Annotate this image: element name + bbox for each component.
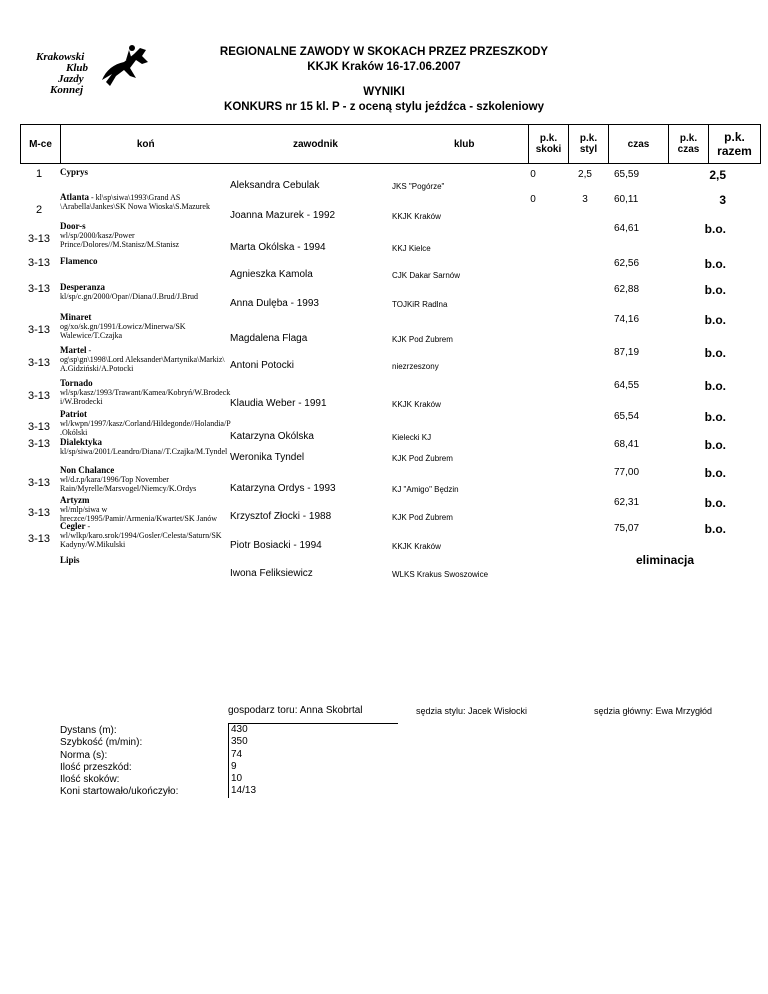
rider-name: Anna Dulęba - 1993: [230, 298, 319, 309]
place: 3-13: [27, 233, 51, 245]
col-pk-skoki: [529, 125, 569, 164]
total-penalty: b.o.: [704, 522, 726, 536]
time-value: 64,61: [614, 223, 640, 234]
skoki-penalty: 0: [530, 169, 536, 180]
club-name: niezrzeszony: [392, 362, 439, 371]
horse-name: Flamenco: [60, 256, 98, 266]
col-mce: M-ce: [21, 125, 61, 164]
results-header: [20, 124, 761, 164]
horse-name: Tornado: [60, 378, 93, 388]
horse-info: og\sp\gn\1998\Lord Aleksander\Martynika\Markiz\: [60, 355, 225, 364]
total-penalty: b.o.: [704, 410, 726, 424]
club-name: KJK Pod Żubrem: [392, 454, 453, 463]
place: 3-13: [27, 283, 51, 295]
horse-name: Atlanta: [60, 192, 89, 202]
col-label-line: p.k.: [579, 133, 598, 144]
horse-name: Cyprys: [60, 167, 89, 177]
time-value: 62,88: [614, 284, 640, 295]
total-penalty: 2,5: [709, 168, 726, 182]
stat-label: Ilość skoków:: [60, 774, 120, 786]
horse-info: .Okólski: [60, 428, 88, 437]
rider-name: Iwona Feliksiewicz: [230, 568, 313, 579]
results-label: WYNIKI: [363, 86, 405, 98]
logo-line: Klub: [66, 62, 89, 74]
place: 1: [35, 168, 43, 180]
event-subtitle: KKJK Kraków 16-17.06.2007: [307, 61, 461, 73]
col-label-line: p.k.: [724, 130, 745, 144]
horse-cell: [60, 193, 245, 211]
horse-cell: [60, 283, 245, 301]
total-penalty: b.o.: [704, 222, 726, 236]
styl-penalty: 2,5: [578, 169, 592, 180]
horse-info: wl/d.r.p/kara/1996/Top November: [60, 475, 169, 484]
horse-name: Desperanza: [60, 282, 105, 292]
time-value: 62,31: [614, 497, 640, 508]
time-value: 75,07: [614, 523, 640, 534]
competition-title: KONKURS nr 15 kl. P - z oceną stylu jeźdźca - szkoleniowy: [224, 101, 544, 113]
place: 3-13: [27, 477, 51, 489]
horse-name: Lipis: [60, 555, 80, 565]
club-name: TOJKiR Radlna: [392, 300, 448, 309]
stat-label: Dystans (m):: [60, 725, 117, 736]
time-value: 60,11: [614, 194, 639, 205]
total-penalty: b.o.: [704, 496, 726, 510]
time-value: 68,41: [614, 439, 640, 450]
time-value: 65,54: [614, 411, 640, 422]
club-name: KKJ Kielce: [392, 244, 431, 253]
time-value: 65,59: [614, 169, 640, 180]
event-title: REGIONALNE ZAWODY W SKOKACH PRZEZ PRZESZKODY: [219, 46, 549, 58]
club-name: KKJK Kraków: [392, 542, 441, 551]
course-stats-labels: [60, 725, 178, 799]
stat-value: 74: [231, 748, 243, 760]
chief-judge: sędzia główny: Ewa Mrzygłód: [594, 706, 713, 716]
skoki-penalty: 0: [530, 194, 536, 205]
stat-label: Szybkość (m/min):: [60, 737, 143, 749]
rider-name: Joanna Mazurek - 1992: [230, 210, 336, 221]
logo-line: Krakowski: [36, 51, 85, 63]
rider-name: Katarzyna Ordys - 1993: [230, 483, 336, 494]
course-stats-values: [228, 723, 398, 798]
horse-info: A.Gidziński/A.Potocki: [60, 364, 134, 373]
col-klub: klub: [401, 125, 529, 164]
col-zawodnik: zawodnik: [231, 125, 401, 164]
horse-info: wl/sp/kasz/1993/Trawant/Kamea/Kobryń/W.Brodeck: [60, 388, 231, 397]
horse-name: Minaret: [60, 312, 92, 322]
logo-line: Konnej: [50, 84, 84, 96]
horse-cell: [60, 257, 245, 266]
club-name: Kielecki KJ: [392, 433, 432, 442]
rider-name: Antoni Potocki: [230, 360, 294, 371]
horse-cell: [60, 313, 245, 340]
horse-cell: [60, 346, 245, 373]
club-name: KKJK Kraków: [392, 400, 441, 409]
logo-line: Jazdy: [58, 73, 84, 85]
time-value: 64,55: [614, 380, 640, 391]
club-name: KJK Pod Żubrem: [392, 335, 453, 344]
time-value: 74,16: [614, 314, 640, 325]
rider-name: Krzysztof Złocki - 1988: [230, 511, 332, 522]
course-designer: gospodarz toru: Anna Skobrtal: [228, 705, 363, 716]
elimination-label: eliminacja: [635, 553, 695, 567]
place: 3-13: [27, 438, 51, 450]
stat-label: Norma (s):: [60, 749, 108, 761]
horse-name: Non Chalance: [60, 465, 115, 475]
col-pk-czas: [669, 125, 709, 164]
horse-info: - kl\sp\siwa\1993\Grand AS: [89, 193, 181, 202]
total-penalty: b.o.: [704, 313, 726, 327]
col-label-line: styl: [579, 144, 598, 155]
club-name: WLKS Krakus Swoszowice: [392, 570, 489, 579]
place: 3-13: [27, 357, 51, 369]
horse-name: Patriot: [60, 409, 87, 419]
club-name: JKS "Pogórze": [392, 182, 445, 191]
stat-value: 350: [231, 736, 248, 748]
total-penalty: 3: [719, 193, 726, 207]
rider-name: Weronika Tyndel: [230, 452, 305, 463]
horse-name: Martel: [60, 345, 87, 355]
total-penalty: b.o.: [704, 466, 726, 480]
horse-cell: [60, 168, 245, 177]
styl-penalty: 3: [582, 194, 588, 205]
col-kon: koń: [61, 125, 231, 164]
time-value: 77,00: [614, 467, 640, 478]
horse-info: \Arabella\Jankes\SK Nowa Wioska\S.Mazurek: [60, 202, 210, 211]
stat-label: Koni startowało/ukończyło:: [60, 786, 179, 798]
horse-info: wl/wlkp/karo.srok/1994/Gosler/Celesta/Saturn/SK: [60, 531, 222, 540]
col-label-line: p.k.: [679, 133, 698, 144]
horse-cell: [60, 379, 245, 406]
place: 3-13: [27, 390, 51, 402]
horse-info: Rain/Myrelle/Marsvogel/Niemcy/K.Ordys: [60, 484, 197, 493]
stat-value: 10: [231, 773, 243, 785]
horse-cell: [60, 438, 245, 456]
time-value: 87,19: [614, 347, 640, 358]
club-name: KKJK Kraków: [392, 212, 441, 221]
place: 3-13: [27, 324, 51, 336]
horse-info: hreczce/1995/Pamir/Armenia/Kwartet/SK Janów: [60, 514, 218, 523]
time-value: 62,56: [614, 258, 640, 269]
horse-info: wl/mlp/siwa w: [60, 505, 108, 514]
horse-info: i/W.Brodecki: [60, 397, 103, 406]
place: 3-13: [27, 507, 51, 519]
total-penalty: b.o.: [704, 438, 726, 452]
rider-name: Klaudia Weber - 1991: [230, 398, 327, 409]
rider-name: Marta Okólska - 1994: [230, 242, 326, 253]
club-name: KJ "Amigo" Będzin: [392, 485, 459, 494]
col-pk-styl: [569, 125, 609, 164]
horse-info: wl/sp/2000/kasz/Power: [60, 231, 135, 240]
stat-label: Ilość przeszkód:: [60, 761, 132, 773]
col-label-line: razem: [717, 144, 752, 158]
col-czas: czas: [609, 125, 669, 164]
horse-info: wl/kwpn/1997/kasz/Corland/Hildegonde//Holandia/P: [60, 419, 231, 428]
total-penalty: b.o.: [704, 257, 726, 271]
horse-cell: [60, 496, 245, 523]
club-name: KJK Pod Żubrem: [392, 513, 453, 522]
place: 3-13: [27, 421, 51, 433]
horse-cell: [60, 556, 245, 565]
horse-cell: [60, 522, 245, 549]
style-judge: sędzia stylu: Jacek Wisłocki: [416, 706, 528, 716]
stat-value: 430: [231, 724, 248, 735]
place: 3-13: [27, 533, 51, 545]
rider-name: Agnieszka Kamola: [230, 269, 313, 280]
stat-value: 14/13: [231, 785, 257, 797]
horse-info: kl/sp/c.gn/2000/Opar//Diana/J.Brud/J.Brud: [60, 292, 198, 301]
horse-cell: [60, 466, 245, 493]
horse-info: kl/sp/siwa/2001/Leandro/Diana//T.Czajka/M.Tyndel: [60, 447, 228, 456]
col-label-line: czas: [677, 144, 700, 155]
total-penalty: b.o.: [704, 379, 726, 393]
horse-info: -: [86, 346, 92, 355]
place: 2: [35, 204, 43, 216]
stat-value: 9: [231, 760, 237, 772]
rider-name: Katarzyna Okólska: [230, 431, 314, 442]
col-pk-razem: [709, 125, 761, 164]
horse-info: Prince/Dolores//M.Stanisz/M.Stanisz: [60, 240, 180, 249]
rider-name: Magdalena Flaga: [230, 333, 308, 344]
rider-name: Piotr Bosiacki - 1994: [230, 540, 322, 551]
place: 3-13: [27, 257, 51, 269]
horse-name: Dialektyka: [60, 437, 103, 447]
horse-info: Walewice/T.Czajka: [60, 331, 123, 340]
club-name: CJK Dakar Sarnów: [392, 271, 461, 280]
rider-name: Aleksandra Cebulak: [230, 180, 320, 191]
horse-cell: [60, 222, 245, 249]
horse-name: Artyzm: [60, 495, 90, 505]
horse-info: og/xo/sk.gn/1991/Łowicz/Minerwa/SK: [60, 322, 186, 331]
horse-info: -: [85, 522, 91, 531]
horse-name: Door-s: [60, 221, 86, 231]
horse-info: Kadyny/W.Mikulski: [60, 540, 126, 549]
total-penalty: b.o.: [704, 283, 726, 297]
col-label-line: p.k.: [539, 133, 558, 144]
total-penalty: b.o.: [704, 346, 726, 360]
horse-cell: [60, 410, 245, 437]
col-label-line: skoki: [535, 144, 562, 155]
horse-name: Cegler: [60, 521, 86, 531]
